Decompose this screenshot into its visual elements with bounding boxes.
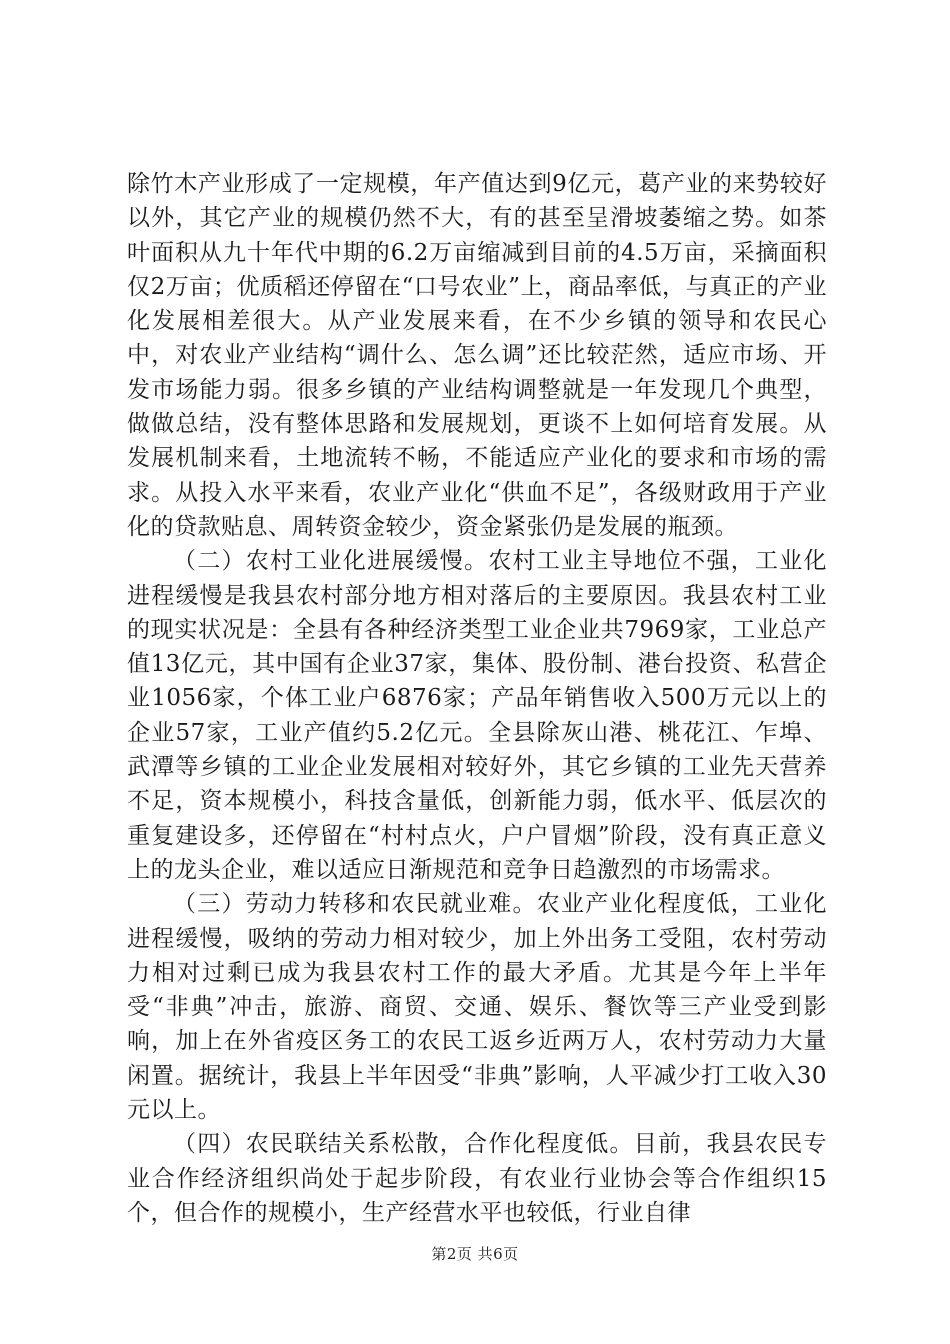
body-text bbox=[127, 167, 827, 1230]
paragraph-farmer-cooperation: （四）农民联结关系松散，合作化程度低。目前，我县农民专业合作经济组织尚处于起步阶段，有农业行业协会等合作组织15个，但合作的规模小，生产经营水平也较低，行业自律 bbox=[127, 1131, 827, 1226]
paragraph-rural-industrialization: （二）农村工业化进展缓慢。农村工业主导地位不强，工业化进程缓慢是我县农村部分地方相对落后的主要原因。我县农村工业的现实状况是：全县有各种经济类型工业企业共7969家，工业总产值13亿元，其中国有企业37家，集体、股份制、港台投资、私营企业1056家，个体工业户6876家；产品年销售收入500万元以上的企业57家，工业产值约5.2亿元。全县除灰山港、桃花江、乍埠、武潭等乡镇的工业企业发展相对较好外，其它乡镇的工业先天营养不足，资本规模小，科技含量低，创新能力弱，低水平、低层次的重复建设多，还停留在“村村点火，户户冒烟”阶段，没有真正意义上的龙头企业，难以适应日渐规范和竞争日趋激烈的市场需求。 bbox=[127, 548, 827, 883]
page-number-footer: 第2页 共6页 bbox=[431, 1245, 519, 1263]
paragraph-industry-scale: 除竹木产业形成了一定规模，年产值达到9亿元，葛产业的来势较好以外，其它产业的规模仍然不大，有的甚至呈滑坡萎缩之势。如茶叶面积从九十年代中期的6.2万亩缩减到目前的4.5万亩，采摘面积仅2万亩；优质稻还停留在“口号农业”上，商品率低，与真正的产业化发展相差很大。从产业发展来看，在不少乡镇的领导和农民心中，对农业产业结构“调什么、怎么调”还比较茫然，适应市场、开发市场能力弱。很多乡镇的产业结构调整就是一年发现几个典型，做做总结，没有整体思路和发展规划，更谈不上如何培育发展。从发展机制来看，土地流转不畅，不能适应产业化的要求和市场的需求。从投入水平来看，农业产业化“供血不足”，各级财政用于产业化的贷款贴息、周转资金较少，资金紧张仍是发展的瓶颈。 bbox=[127, 171, 827, 540]
paragraph-labor-transfer: （三）劳动力转移和农民就业难。农业产业化程度低，工业化进程缓慢，吸纳的劳动力相对较少，加上外出务工受阻，农村劳动力相对过剩已成为我县农村工作的最大矛盾。尤其是今年上半年受“非典”冲击，旅游、商贸、交通、娱乐、餐饮等三产业受到影响，加上在外省疫区务工的农民工返乡近两万人，农村劳动力大量闲置。据统计，我县上半年因受“非典”影响，人平减少打工收入30元以上。 bbox=[127, 891, 827, 1124]
